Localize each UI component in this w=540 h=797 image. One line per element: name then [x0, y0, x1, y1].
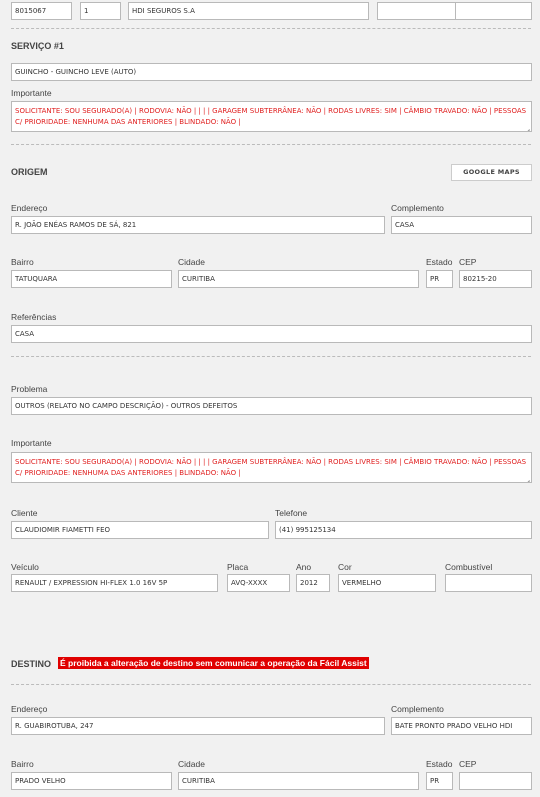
state-label: Estado [426, 257, 453, 267]
color-field[interactable]: VERMELHO [338, 574, 436, 592]
important-text: SOLICITANTE: SOU SEGURADO(A) | RODOVIA: NÃO | | | | GARAGEM SUBTERRÂNEA: NÃO | RODAS LIVRES: SIM | CÂMBIO TRAVADO: NÃO | PESSOAS C/ PRIORIDADE: NENHUMA DAS ANTERIORES | BLINDADO: NÃO | [15, 458, 527, 477]
complement-label: Complemento [391, 704, 444, 714]
divider [11, 684, 531, 685]
origin-district-field[interactable]: TATUQUARA [11, 270, 172, 288]
service-title: SERVIÇO #1 [11, 41, 64, 51]
origin-title: ORIGEM [11, 167, 48, 177]
plate-label: Placa [227, 562, 249, 572]
city-label: Cidade [178, 257, 205, 267]
service-count-field[interactable]: 1 [80, 2, 121, 20]
service-important-textarea[interactable] [11, 101, 532, 132]
client-field[interactable]: CLAUDIOMIR FIAMETTI FEO [11, 521, 269, 539]
important-label: Importante [11, 438, 52, 448]
origin-references-field[interactable]: CASA [11, 325, 532, 343]
origin-state-field[interactable]: PR [426, 270, 453, 288]
origin-complement-field[interactable]: CASA [391, 216, 532, 234]
insurer-field[interactable]: HDI SEGUROS S.A [128, 2, 369, 20]
origin-address-field[interactable]: R. JOÃO ENÉAS RAMOS DE SÁ, 821 [11, 216, 385, 234]
address-label: Endereço [11, 704, 48, 714]
district-label: Bairro [11, 257, 34, 267]
destination-alert-badge: É proibida a alteração de destino sem comunicar a operação da Fácil Assist [60, 658, 367, 668]
district-label: Bairro [11, 759, 34, 769]
problem-important-textarea[interactable] [11, 452, 532, 483]
vehicle-field[interactable]: RENAULT / EXPRESSION HI-FLEX 1.0 16V 5P [11, 574, 218, 592]
destination-zip-field[interactable] [459, 772, 532, 790]
phone-field[interactable]: (41) 995125134 [275, 521, 532, 539]
vehicle-label: Veículo [11, 562, 39, 572]
year-field[interactable]: 2012 [296, 574, 330, 592]
destination-title: DESTINO [11, 659, 52, 669]
important-text: SOLICITANTE: SOU SEGURADO(A) | RODOVIA: NÃO | | | | GARAGEM SUBTERRÂNEA: NÃO | RODAS LIVRES: SIM | CÂMBIO TRAVADO: NÃO | PESSOAS C/ PRIORIDADE: NENHUMA DAS ANTERIORES | BLINDADO: NÃO | [15, 107, 527, 126]
destination-city-field[interactable]: CURITIBA [178, 772, 419, 790]
divider [11, 144, 531, 145]
destination-state-field[interactable]: PR [426, 772, 453, 790]
service-type-field[interactable]: GUINCHO - GUINCHO LEVE (AUTO) [11, 63, 532, 81]
year-label: Ano [296, 562, 312, 572]
origin-city-field[interactable]: CURITIBA [178, 270, 419, 288]
google-maps-button[interactable]: GOOGLE MAPS [451, 164, 532, 181]
fuel-label: Combustível [445, 562, 493, 572]
fuel-field[interactable] [445, 574, 532, 592]
resize-grip-icon[interactable] [524, 124, 530, 130]
divider [11, 356, 531, 357]
origin-zip-field[interactable]: 80215-20 [459, 270, 532, 288]
top-field-5[interactable] [455, 2, 532, 20]
color-label: Cor [338, 562, 352, 572]
destination-complement-field[interactable]: BATE PRONTO PRADO VELHO HDI [391, 717, 532, 735]
top-field-4[interactable] [377, 2, 456, 20]
problem-field[interactable]: OUTROS (RELATO NO CAMPO DESCRIÇÃO) - OUTROS DEFEITOS [11, 397, 532, 415]
zip-label: CEP [459, 257, 477, 267]
destination-district-field[interactable]: PRADO VELHO [11, 772, 172, 790]
complement-label: Complemento [391, 203, 444, 213]
important-label: Importante [11, 88, 52, 98]
phone-label: Telefone [275, 508, 308, 518]
destination-address-field[interactable]: R. GUABIROTUBA, 247 [11, 717, 385, 735]
city-label: Cidade [178, 759, 205, 769]
divider [11, 28, 531, 29]
references-label: Referências [11, 312, 57, 322]
address-label: Endereço [11, 203, 48, 213]
protocol-field[interactable]: 8015067 [11, 2, 72, 20]
state-label: Estado [426, 759, 453, 769]
client-label: Cliente [11, 508, 38, 518]
resize-grip-icon[interactable] [524, 475, 530, 481]
problem-label: Problema [11, 384, 48, 394]
zip-label: CEP [459, 759, 477, 769]
plate-field[interactable]: AVQ-XXXX [227, 574, 290, 592]
